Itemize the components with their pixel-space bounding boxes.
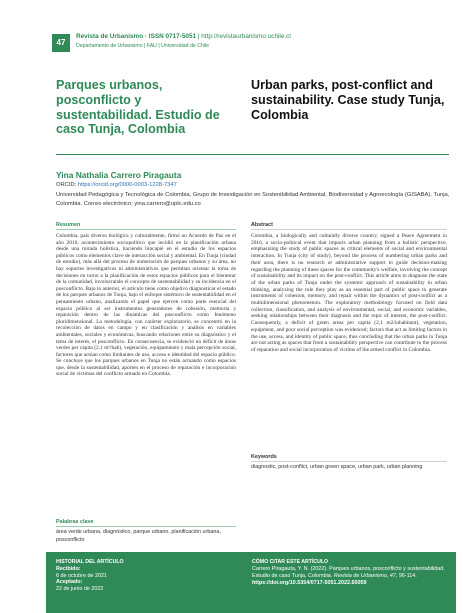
resumen-divider bbox=[56, 229, 236, 230]
keywords-heading: Keywords bbox=[251, 454, 277, 460]
citation-journal: Revista de Urbanismo, 47 bbox=[333, 572, 396, 579]
citation-text bbox=[252, 566, 452, 586]
resumen-heading: Resumen bbox=[56, 222, 81, 228]
orcid-line bbox=[56, 182, 177, 188]
title-english: Urban parks, post-conflict and sustainability. Case study Tunja, Colombia bbox=[251, 78, 445, 122]
page-number-badge: 47 bbox=[52, 34, 70, 52]
citation-main: Carrero Piragauta, Y. N. (2022). Parques urbanos, posconflicto y sustentabilidad. Estudio de caso Tunja, Colombia. bbox=[252, 566, 445, 579]
title-divider bbox=[56, 154, 449, 155]
history-title: HISTORIAL DEL ARTÍCULO bbox=[56, 559, 124, 565]
palabras-clave-divider bbox=[56, 526, 236, 527]
citation-block bbox=[252, 558, 452, 586]
author-affiliation: Universidad Pedagógica y Tecnológica de Colombia, Grupo de Investigación en Sostenibilidad Ambiental, Biodiversidad y Agroecología (GISABA). Tunja, Colombia. Correo electrónico: yina.carrero@uptc.edu.co bbox=[56, 192, 450, 207]
cite-title: CÓMO CITAR ESTE ARTÍCULO bbox=[252, 559, 329, 565]
accepted-label: Aceptado: bbox=[56, 579, 83, 586]
article-history bbox=[56, 558, 216, 592]
journal-name: Revista de Urbanismo · ISSN 0717-5051 bbox=[76, 33, 197, 40]
resumen-text: Colombia, país diverso biológica y culturalmente, firmó un Acuerdo de Paz en el año 2016, acontecimiento sociopolítico que incidió en la planificación urbana desde una mirada holística, haciendo hincapié en el estudio de los espacios públicos como elementos clave de interacción social y ambiental. En Tunja (ciudad de estudio), más allá del proceso de numeración de parques urbanos y su área, no hay soportes investigativos ni administrativos que permitan orientar la toma de decisiones en torno a la planificación de estos espacios públicos para el bienestar de la comunidad, involucrando el concepto de sustentabilidad y su incidencia en el posconflicto. Bajo lo anterior, el artículo tiene como objetivo diagnosticar el estado de los parques urbanos de Tunja, bajo el enfoque sistémico de sustentabilidad en el pensamiento urbano, analizando el papel que ejercen como parte esencial del espacio público al ser instrumentos generadores de cohesión, memoria y reparación dentro de las dinámicas del posconflicto como fenómeno pluridimensional. La metodología, con carácter exploratorio, se concentró en la recolección de datos en campo y en clasificación y análisis en variables ambientales, sociales y económicas, buscando relaciones entre su diagnóstico y el tema de interés, el posconflicto. En consecuencia, se evidenció un déficit de áreas verdes per cápita (2,1 m²/hab), vegetación, equipamiento y mala percepción social, factores que actúan como limitantes de uso, acceso e identidad del espacio público. Se concluye que los parques urbanos en Tunja no están actuando como espacios que, desde la sustentabilidad, aporten en el proceso de reparación e incorporación social de víctimas del conflicto armado en Colombia. bbox=[56, 233, 236, 378]
journal-url-link[interactable]: | http://revistaurbanismo.uchile.cl bbox=[196, 33, 291, 40]
keywords-divider bbox=[251, 461, 447, 462]
article-footer-band bbox=[46, 552, 456, 613]
journal-header bbox=[76, 33, 291, 40]
orcid-label: ORCID: bbox=[56, 182, 78, 188]
abstract-text: Colombia, a biologically and culturally diverse country, signed a Peace Agreement in 2016, a socio-political event that impacts urban planning from a holistic perspective, emphasizing the study of public spaces as critical elements of social and environmental interaction. In Tunja (city of study), beyond the process of numbering urban parks and their area, there is no research or administrative support to guide decision-making regarding the planning of these spaces for the community's welfare, involving the concept of sustainability and its impact on the post-conflict. This article aims to diagnose the state of the urban parks of Tunja under the systemic approach of sustainability in urban thinking, analyzing the role they play as an essential part of public space to generate instruments of cohesion, memory, and repair within the dynamics of post-conflict as a multidimensional phenomenon. The exploratory methodology focused on field data collection, classification, and analysis of environmental, social, and economic variables, seeking relationships between their diagnosis and the topic of interest, the post-conflict. Consequently, a deficit of green areas per capita (2,1 m2/inhabitant), vegetation, equipment, and poor social perception was evidenced; factors that act as limiting factors in the use, access, and identity of public space, thus concluding that the urban parks in Tunja are not acting as spaces that from a sustainability perspective can contribute to the process of reparation and social incorporation of victims of the armed conflict in Colombia. bbox=[251, 233, 447, 353]
author-name: Yina Nathalia Carrero Piragauta bbox=[56, 170, 182, 180]
palabras-clave-heading: Palabras clave bbox=[56, 519, 94, 525]
keywords-text: diagnostic, post-conflict, urban green space, urban park, urban planning bbox=[251, 464, 423, 470]
palabras-clave-text: área verde urbana, diagnóstico, parque urbano, planificación urbana, posconflicto bbox=[56, 529, 221, 543]
accepted-date: 22 de junio de 2022 bbox=[56, 585, 104, 592]
abstract-divider bbox=[251, 229, 447, 230]
abstract-heading: Abstract bbox=[251, 222, 273, 228]
received-label: Recibido: bbox=[56, 566, 81, 572]
received-date: 6 de octubre de 2021 bbox=[56, 572, 107, 579]
citation-doi-link[interactable]: https://doi.org/10.5354/0717-5051.2022.65059 bbox=[252, 579, 367, 586]
citation-pages: , 96-114. bbox=[395, 572, 417, 579]
title-spanish: Parques urbanos, posconflicto y sustentabilidad. Estudio de caso Tunja, Colombia bbox=[56, 78, 220, 137]
department-line: Departamento de Urbanismo | FAU | Universidad de Chile bbox=[76, 43, 210, 49]
orcid-link[interactable]: https://orcid.org/0000-0003-1228-7347 bbox=[77, 182, 177, 188]
